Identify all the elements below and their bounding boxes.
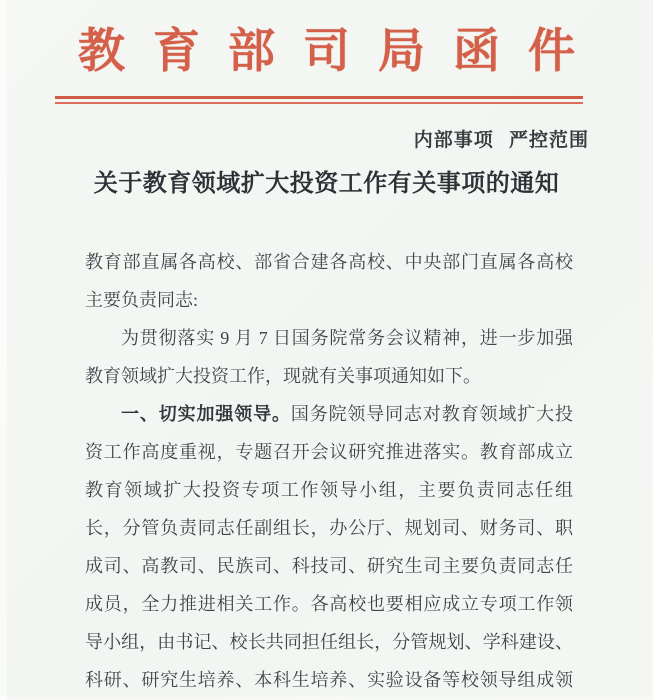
body-text-line: 主要负责同志: bbox=[85, 290, 199, 310]
divider-thick-line bbox=[55, 96, 583, 99]
body-text-line: 成司、高教司、民族司、科技司、研究生司主要负责同志任 bbox=[85, 556, 573, 576]
scan-edge-left bbox=[0, 0, 7, 700]
body-text-line: 资工作高度重视，专题召开会议研究推进落实。教育部成立 bbox=[85, 442, 573, 462]
letterhead-divider bbox=[55, 96, 583, 104]
document-body bbox=[85, 243, 573, 699]
divider-thin-line bbox=[55, 102, 583, 104]
body-text-line: 导小组，由书记、校长共同担任组长，分管规划、学科建设、 bbox=[85, 632, 573, 652]
body-text-line: 成员，全力推进相关工作。各高校也要相应成立专项工作领 bbox=[85, 594, 573, 614]
body-text-line: 科研、研究生培养、本科生培养、实验设备等校领导组成领 bbox=[85, 670, 573, 690]
body-text-line: 长，分管负责同志任副组长，办公厅、规划司、财务司、职 bbox=[85, 518, 573, 538]
document-title: 关于教育领域扩大投资工作有关事项的通知 bbox=[93, 169, 560, 197]
body-text-line: 教育部直属各高校、部省合建各高校、中央部门直属各高校 bbox=[85, 252, 573, 272]
letterhead-title: 教育部司局函件 bbox=[78, 26, 603, 78]
section-heading-lead: 一、切实加强领导。 bbox=[121, 404, 291, 425]
body-text-line: 为贯彻落实 9 月 7 日国务院常务会议精神，进一步加强 bbox=[121, 328, 573, 348]
body-text-line: 一、切实加强领导。国务院领导同志对教育领域扩大投 bbox=[121, 404, 573, 425]
body-text-line: 教育领域扩大投资专项工作领导小组，主要负责同志任组 bbox=[85, 480, 573, 500]
body-text-line: 教育领域扩大投资工作，现就有关事项通知如下。 bbox=[85, 366, 481, 386]
classification-label: 内部事项 严控范围 bbox=[413, 129, 589, 151]
